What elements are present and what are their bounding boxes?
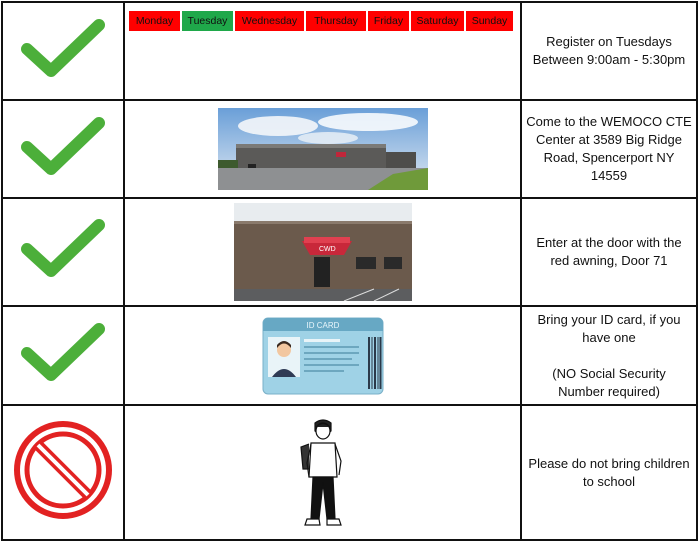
step-2-text bbox=[521, 100, 697, 197]
weekday-calendar-cell bbox=[124, 2, 521, 100]
step-2-line-2: Center at 3589 Big Ridge bbox=[536, 132, 682, 148]
step-5-line-1: Please do not bring children bbox=[528, 455, 690, 471]
id-card-cell bbox=[124, 306, 521, 405]
student-figure-icon bbox=[293, 417, 353, 529]
registration-steps-table bbox=[1, 1, 698, 541]
student-illustration-cell bbox=[124, 405, 521, 540]
day-friday: Friday bbox=[368, 11, 409, 31]
day-saturday: Saturday bbox=[411, 11, 464, 31]
checkmark-icon bbox=[21, 17, 105, 81]
step-2-line-1: Come to the WEMOCO CTE bbox=[526, 114, 692, 130]
step-4-line-3: (NO Social Security bbox=[552, 365, 666, 381]
weekday-strip bbox=[129, 11, 513, 31]
day-monday: Monday bbox=[129, 11, 180, 31]
id-card-icon bbox=[262, 317, 384, 395]
day-tuesday: Tuesday bbox=[182, 11, 233, 31]
step-2-line-3: Road, Spencerport NY bbox=[543, 150, 675, 166]
step-4-line-4: Number required) bbox=[558, 383, 660, 399]
step-3-line-1: Enter at the door with the bbox=[536, 234, 682, 250]
day-sunday: Sunday bbox=[466, 11, 513, 31]
day-thursday: Thursday bbox=[306, 11, 366, 31]
id-card-label: ID CARD bbox=[306, 320, 339, 330]
wemoco-building-photo bbox=[218, 108, 428, 190]
step-1-status bbox=[2, 2, 124, 100]
step-1-text bbox=[521, 2, 697, 100]
step-3-status bbox=[2, 198, 124, 306]
step-2-status bbox=[2, 100, 124, 197]
door-photo-cell bbox=[124, 198, 521, 306]
step-5-status bbox=[2, 405, 124, 540]
step-1-line-1: Register on Tuesdays bbox=[546, 34, 672, 50]
step-3-text bbox=[521, 198, 697, 306]
awning-sign: CWD bbox=[318, 245, 336, 253]
step-1-line-2: Between 9:00am - 5:30pm bbox=[532, 52, 686, 68]
step-3-line-2: red awning, Door 71 bbox=[550, 252, 668, 268]
checkmark-icon bbox=[21, 115, 105, 179]
door-71-photo bbox=[234, 203, 412, 301]
step-2-line-4: 14559 bbox=[590, 168, 628, 184]
step-4-status bbox=[2, 306, 124, 405]
day-wednesday: Wednesday bbox=[235, 11, 304, 31]
step-4-text bbox=[521, 306, 697, 405]
step-4-line-2: have one bbox=[582, 329, 636, 345]
building-photo-cell bbox=[124, 100, 521, 197]
checkmark-icon bbox=[21, 217, 105, 281]
step-4-line-1: Bring your ID card, if you bbox=[537, 311, 681, 327]
step-5-line-2: to school bbox=[582, 473, 636, 489]
checkmark-icon bbox=[21, 321, 105, 385]
prohibited-icon bbox=[11, 418, 115, 522]
step-5-text bbox=[521, 405, 697, 540]
